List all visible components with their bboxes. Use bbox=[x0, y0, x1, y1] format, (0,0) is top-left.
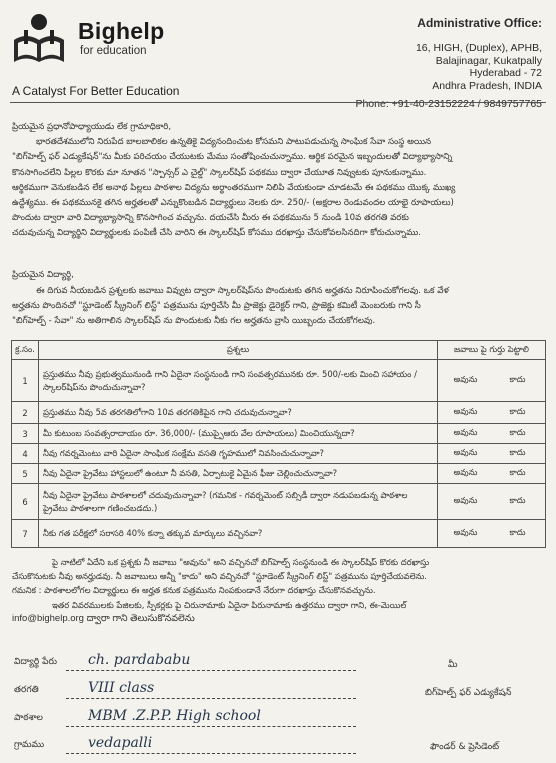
table-row bbox=[12, 464, 546, 484]
note-line: గమనిక : పాఠశాలలోగల విద్యార్థులు ఈ అర్హత కనుక పత్రమును నింపకుండానే నేరుగా దరఖాస్తు చేసుకొనవచ్చును. bbox=[12, 585, 376, 596]
no-option[interactable]: కాదు bbox=[509, 495, 526, 505]
class-value[interactable]: VIII class bbox=[88, 680, 155, 696]
table-row bbox=[12, 484, 546, 520]
answer-options bbox=[438, 360, 546, 402]
school-label: పాఠశాల bbox=[14, 713, 43, 723]
answer-options bbox=[438, 444, 546, 464]
table-row bbox=[12, 520, 546, 548]
village-label: గ్రామము bbox=[14, 740, 45, 750]
bighelp-logo-icon bbox=[10, 10, 68, 68]
address-line: Andhra Pradesh, INDIA bbox=[432, 79, 542, 92]
row-question: ప్రస్తుతము నీవు 5వ తరగతిలోగాని 10వ తరగతికిపైన గాని చదువుచున్నావా? bbox=[39, 402, 438, 424]
no-option[interactable]: కాదు bbox=[509, 427, 526, 437]
row-number: 7 bbox=[12, 520, 39, 548]
tagline: A Catalyst For Better Education bbox=[12, 84, 180, 98]
class-line bbox=[66, 698, 356, 699]
row-question: నీవు ఏదైనా ప్రైవేటు పాఠశాలలో చదువుచున్నావా? (గమనిక - గవర్నమెంట్ సబ్సిడీ ద్వారా నడుపబడున్న పాఠశాల ప్రైవేటు పాఠశాలగా గణించబడదు.) bbox=[39, 484, 438, 520]
answer-options bbox=[438, 424, 546, 444]
school-line bbox=[66, 726, 356, 727]
brand-name: Bighelp bbox=[78, 18, 165, 44]
yes-option[interactable]: అవును bbox=[453, 406, 478, 416]
col-number-header: క్ర.సం. bbox=[12, 341, 39, 360]
col-answer-header: జవాబు పై గుర్తు పెట్టాలి bbox=[438, 341, 546, 360]
student-name-line bbox=[66, 670, 356, 671]
signature-me: మీ bbox=[448, 660, 458, 670]
no-option[interactable]: కాదు bbox=[509, 447, 526, 457]
office-address bbox=[322, 16, 542, 110]
row-number: 2 bbox=[12, 402, 39, 424]
yes-option[interactable]: అవును bbox=[453, 495, 478, 505]
row-number: 6 bbox=[12, 484, 39, 520]
table-header bbox=[12, 341, 546, 360]
row-question: నీవు ఏదైనా ప్రైవేటు హాస్టలులో ఉంటూ నీ వసతి, ఏర్పాటుకై ఏమైన ఫీజు చెల్లించుచున్నావా? bbox=[39, 464, 438, 484]
letter-body bbox=[12, 120, 544, 242]
letter-line: "బిగ్‌హెల్ప్ ఫర్ ఎడ్యుకేషన్"ను మీకు పరిచయం చేయుటకు మేము సంతోషించుచున్నాము. ఆర్థిక పరమైన ఇబ్బందులతో విద్యాభ్యాసాన్ని bbox=[12, 152, 453, 163]
office-phone: Phone: +91-40-23152224 / 9849757765 bbox=[355, 98, 542, 110]
address-line: 16, HIGH, (Duplex), APHB, bbox=[415, 42, 542, 54]
eligibility-table bbox=[11, 340, 546, 548]
header-divider bbox=[10, 102, 546, 103]
row-question: మీ కుటుంబ సంవత్సరాదాయం రూ. 36,000/- (ముప్పైఆరు వేల రూపాయలు) మించియున్నదా? bbox=[39, 424, 438, 444]
email-line: info@bighelp.org ద్వారా గాని తెలుసుకొనవలెను bbox=[12, 612, 195, 624]
row-question: నీకు గత పరీక్షలో సరాసరి 40% కన్నా తక్కువ మార్కులు వచ్చినవా? bbox=[39, 520, 438, 548]
answer-options bbox=[438, 484, 546, 520]
letter-line: చదువుచున్న విద్యార్థిని విద్యార్థులకు పంపిణీ చేసి వారిని ఈ స్కాలర్‌షిప్ కోసము దరఖాస్తు చేసుకోవలసినదిగా కోరుచున్నాము. bbox=[12, 228, 422, 239]
yes-option[interactable]: అవును bbox=[453, 467, 478, 477]
signature-org: బిగ్‌హెల్ప్ ఫర్ ఎడ్యుకేషన్ bbox=[425, 688, 512, 698]
yes-option[interactable]: అవును bbox=[453, 527, 478, 537]
office-title: Administrative Office: bbox=[417, 16, 542, 30]
address-line: Balajinagar, Kukatpally bbox=[435, 54, 542, 67]
row-question: నీవు గవర్నమెంటు వారి ఏదైనా సాంఘిక సంక్షేమ వసతి గృహములో నివసించుచున్నావా? bbox=[39, 444, 438, 464]
student-name-value[interactable]: ch. pardababu bbox=[88, 652, 191, 668]
answer-options bbox=[438, 464, 546, 484]
address-line: Hyderabad - 72 bbox=[469, 67, 542, 79]
class-label: తరగతి bbox=[14, 685, 39, 695]
row-number: 3 bbox=[12, 424, 39, 444]
no-option[interactable]: కాదు bbox=[509, 527, 526, 537]
brand-subtitle: for education bbox=[80, 45, 147, 57]
yes-option[interactable]: అవును bbox=[453, 427, 478, 437]
letter-line: భారతదేశములోని నిరుపేద బాలబాలికల ఉన్నతికై విద్యనందించుట కోసమని పాటుపడుచున్న సాంఘిక సేవా సంస్థ అయిన bbox=[36, 137, 432, 148]
village-line bbox=[66, 753, 356, 754]
school-value[interactable]: MBM .Z.P.P. High school bbox=[88, 708, 261, 724]
village-value[interactable]: vedapalli bbox=[88, 735, 153, 751]
table-row bbox=[12, 360, 546, 402]
col-question-header: ప్రశ్నలు bbox=[39, 341, 438, 360]
no-option[interactable]: కాదు bbox=[509, 406, 526, 416]
table-row bbox=[12, 402, 546, 424]
letter-line: పొందుట ద్వారా వారి విద్యాభ్యాసాన్ని కొనసాగించ వచ్చును. దయచేసి మీరు ఈ పథకమును 5 నుండి 10వ తరగతి వరకు bbox=[12, 213, 409, 224]
student-line: "బిగ్‌హెల్ప్ - సేవా" ను అతిగాలిన స్కాలర్‌షిప్ ను పొందుటకు నీకు గల అర్హతను వ్రాసి యిబ్బందు చేయకోగలవు. bbox=[12, 316, 376, 327]
note-line: ఇతర వివరములకు పేజిలకు, స్పీకర్లకు పై చిరునామాకు ఏదైనా పిరునామాకు ఉత్తరము ద్వారా గాని, ఈ-మెయిల్ bbox=[52, 599, 407, 610]
letter-line: కొనసాగించలేని పిల్లల కొరకు మా నూతన "స్పాన్సర్ ఎ చైల్డ్" స్కాలర్‌షిప్ పథకము ద్వారా చేయూత నివ్వుటకు పూనుకున్నాము. bbox=[12, 167, 427, 178]
letter-greeting: ప్రియమైన ప్రధానోపాధ్యాయుడు లేక గ్రామాధికారి, bbox=[12, 122, 172, 132]
letter-line: ఆర్థికముగా వెనుకబడిన లేక అనాథ పిల్లలు పాఠశాల విద్యను అర్థాంతరముగా నిలిపి వేయకుండా చూడటమే ఈ పథకము యొక్క ముఖ్య bbox=[12, 182, 456, 193]
row-question: ప్రస్తుతము నీవు ప్రభుత్వమునుండి గాని ఏదైనా సంస్థనుండి గాని సంవత్సరమునకు రూ. 500/-లకు మించి సహాయం / స్కాలర్‌షిప్‌ను పొందుచున్నావా? bbox=[39, 360, 438, 402]
yes-option[interactable]: అవును bbox=[453, 374, 478, 384]
no-option[interactable]: కాదు bbox=[509, 374, 526, 384]
student-line: అర్హతను పొందినచో "స్టూడెంట్ స్క్రీనింగ్ లిస్ట్" పత్రమును పూర్తిచేసి మీ ప్రాజెక్టు డైరెక్టర్ గాని, ప్రాజెక్టు కమిటీ మెంబరుకు గాని సీ bbox=[12, 301, 421, 312]
table-row bbox=[12, 444, 546, 464]
yes-option[interactable]: అవును bbox=[453, 447, 478, 457]
instructions bbox=[12, 555, 546, 626]
student-line: ఈ దిగువ నీయబడిన ప్రశ్నలకు జవాబు వివ్వుట ద్వారా స్కాలర్‌షిప్‌ను పొందుటకు తగిన అర్హతను నిరూపించుకోగలవు. ఒక వేళ bbox=[36, 286, 449, 296]
answer-options bbox=[438, 520, 546, 548]
row-number: 4 bbox=[12, 444, 39, 464]
letter-line: ఉద్దేశ్యము. ఈ పథకమునకై తగిన అర్హతలతో ఎన్నుకొంబడిన విద్యార్థులు నెలకు రూ. 250/- (అక్షరాల రెండువందల యాభై రూపాయలు) bbox=[12, 198, 454, 209]
note-line: చేసుకొనుటకు నీవు అనర్హుడవు. నీ జవాబులు అన్నీ "కాదు" అని వచ్చినచో "స్టూడెంట్ స్క్రీనింగ్ లిస్ట్" పత్రమును పూర్తిచేయవలెను. bbox=[12, 571, 427, 582]
row-number: 5 bbox=[12, 464, 39, 484]
student-body bbox=[12, 284, 544, 330]
signature-title: ఫౌండర్ & ప్రెసిడెంట్ bbox=[430, 742, 500, 752]
student-greeting: ప్రియమైన విద్యార్థి, bbox=[12, 270, 74, 280]
table-row bbox=[12, 424, 546, 444]
no-option[interactable]: కాదు bbox=[509, 467, 526, 477]
note-line: పై నాటిలో ఏదేని ఒక ప్రశ్నకు నీ జవాబు "అవును" అని వచ్చినచో బిగ్‌హెల్ప్ సంస్థనుండి ఈ స్కాలర్‌షిప్ కొరకు దరఖాస్తు bbox=[52, 557, 430, 567]
row-number: 1 bbox=[12, 360, 39, 402]
student-name-label: విద్యార్థి పేరు bbox=[14, 657, 57, 667]
answer-options bbox=[438, 402, 546, 424]
